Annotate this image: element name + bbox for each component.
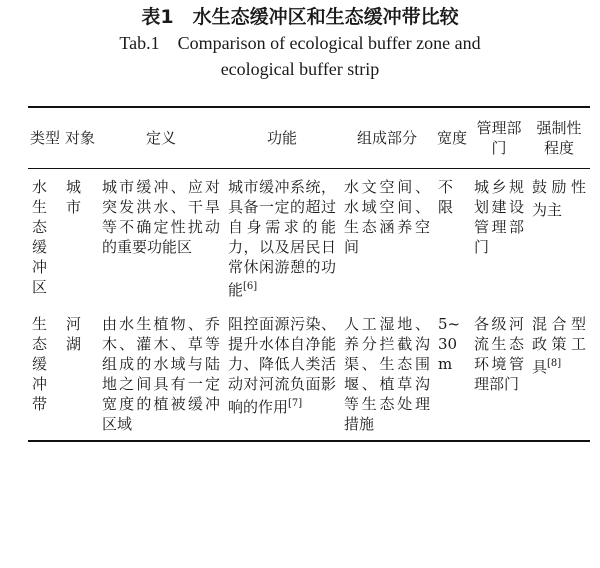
table-caption: [0, 0, 600, 82]
cell-function: [224, 306, 340, 441]
header-width: 宽度: [436, 129, 467, 147]
cell-object: 河湖: [66, 315, 82, 353]
cell-mandatory: [528, 306, 590, 441]
header-definition: 定义: [145, 129, 176, 147]
table-title-cn: 表1 水生态缓冲区和生态缓冲带比较: [141, 6, 459, 28]
cell-type: 生态缓冲带: [32, 315, 48, 413]
cell-composition: 水文空间、水域空间、生态涵养空间: [344, 178, 430, 256]
header-composition: 组成部分: [356, 129, 417, 147]
cell-management: 各级河流生态环境管理部门: [474, 315, 524, 393]
header-management: 管理部门: [476, 119, 522, 157]
cell-definition: 城市缓冲、应对突发洪水、干旱等不确定性扰动的重要功能区: [102, 178, 220, 256]
cell-management: 城乡规划建设管理部门: [474, 178, 524, 256]
header-mandatory: 强制性程度: [536, 119, 582, 157]
header-type: 类型: [30, 129, 61, 147]
cell-width: 5~30 m: [438, 315, 461, 373]
cell-function: [224, 169, 340, 307]
cell-width: 不限: [438, 178, 454, 216]
cell-function-text: 阻控面源污染、提升水体自净能力、降低人类活动对河流负面影响的作用: [228, 315, 336, 416]
cell-composition: 人工湿地、养分拦截沟渠、生态围堰、植草沟等生态处理措施: [344, 315, 430, 433]
header-object: 对象: [64, 129, 95, 147]
table-title-en-line1: Tab.1 Comparison of ecological buffer zone and: [119, 33, 481, 53]
table-title-en-line2: ecological buffer strip: [220, 59, 380, 79]
cell-object: 城市: [66, 178, 82, 216]
citation-ref: [6]: [243, 281, 258, 292]
cell-type: 水生态缓冲区: [32, 178, 48, 296]
cell-definition: 由水生植物、乔木、灌木、草等组成的水域与陆地之间具有一定宽度的植被缓冲区域: [102, 315, 220, 433]
cell-mandatory-text: 鼓励性为主: [532, 178, 586, 219]
table-row: [28, 306, 590, 441]
table-header-row: [28, 107, 590, 169]
table-row: [28, 169, 590, 307]
comparison-table: [28, 106, 590, 442]
cell-mandatory: [528, 169, 590, 307]
citation-ref: [8]: [547, 358, 562, 369]
cell-mandatory-text: 混合型政策工具: [532, 315, 586, 376]
citation-ref: [7]: [288, 398, 303, 409]
header-function: 功能: [266, 129, 297, 147]
cell-function-text: 城市缓冲系统，具备一定的超过自身需求的能力，以及居民日常休闲游憩的功能: [228, 178, 336, 299]
